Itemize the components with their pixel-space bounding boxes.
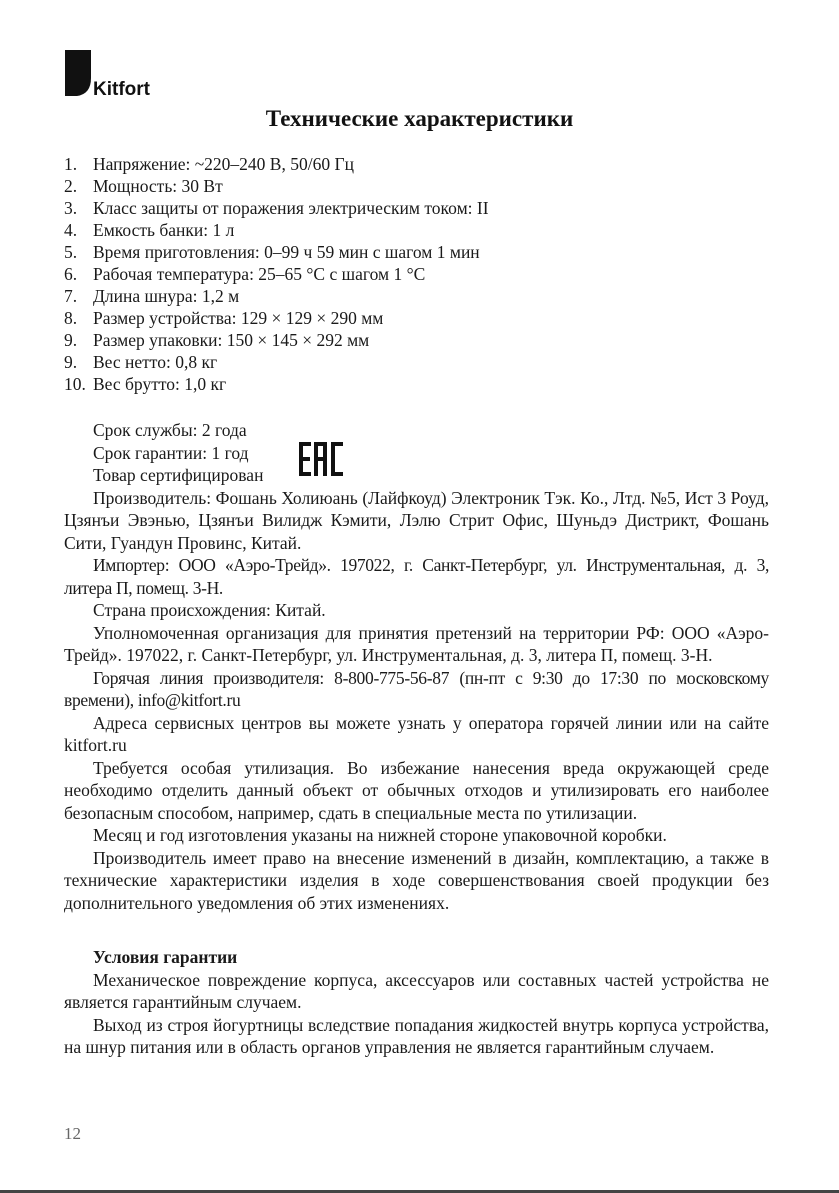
changes-paragraph: Производитель имеет право на внесение изменений в дизайн, комплектацию, а также в технические характеристики изделия в ходе совершенствования своей продукции без дополнительного уведомления об этих изменениях. (64, 847, 769, 913)
spec-item: 1. Напряжение: ~220–240 В, 50/60 Гц (64, 154, 354, 174)
service-life: Срок службы: 2 года (93, 420, 247, 440)
spec-item: 2. Мощность: 30 Вт (64, 176, 223, 196)
disposal-paragraph: Требуется особая утилизация. Во избежание нанесения вреда окружающей среде необходимо отделить данный объект от обычных отходов и утилизировать его наиболее безопасным способом, например, сдать в специальные места по утилизации. (64, 757, 769, 823)
spec-item: 4. Емкость банки: 1 л (64, 220, 235, 240)
brand-name: Kitfort (93, 79, 150, 100)
brand-logo (65, 50, 185, 100)
spec-item: 10. Вес брутто: 1,0 кг (64, 374, 227, 394)
origin-paragraph: Страна происхождения: Китай. (93, 600, 326, 620)
importer-paragraph: Импортер: ООО «Аэро-Трейд». 197022, г. Санкт-Петербург, ул. Инструментальная, д. 3, литера П, помещ. 3-Н. (64, 555, 769, 598)
manufacture-date-paragraph: Месяц и год изготовления указаны на нижней стороне упаковочной коробки. (93, 825, 667, 845)
spec-item: 8. Размер устройства: 129 × 129 × 290 мм (64, 308, 384, 328)
kitfort-logo-icon (65, 50, 93, 98)
spec-item: 3. Класс защиты от поражения электрическим током: II (64, 198, 489, 218)
service-centers-paragraph: Адреса сервисных центров вы можете узнать у оператора горячей линии или на сайте kitfort.ru (64, 712, 769, 755)
page-number: 12 (64, 1124, 81, 1143)
manufacturer-paragraph: Производитель: Фошань Холиюань (Лайфкоуд) Электроник Тэк. Ко., Лтд. №5, Ист 3 Роуд, Цзянъи Эвэнью, Цзянъи Вилидж Кэмити, Лэлю Стрит Офис, Шуньдэ Дистрикт, Фошань Сити, Гуандун Провинс, Китай. (64, 487, 769, 553)
spec-item: 9. Размер упаковки: 150 × 145 × 292 мм (64, 330, 370, 350)
spec-item: 6. Рабочая температура: 25–65 °С с шагом 1 °С (64, 264, 426, 284)
spec-item: 7. Длина шнура: 1,2 м (64, 286, 240, 306)
certified-label: Товар сертифицирован (93, 465, 264, 485)
spec-item: 9. Вес нетто: 0,8 кг (64, 352, 218, 372)
specs-list (64, 153, 784, 395)
warranty-paragraph-2: Выход из строя йогуртницы вследствие попадания жидкостей внутрь корпуса устройства, на шнур питания или в область органов управления не является гарантийным случаем. (64, 1014, 769, 1057)
warranty-section (64, 946, 769, 1059)
warranty-paragraph-1: Механическое повреждение корпуса, аксессуаров или составных частей устройства не является гарантийным случаем. (64, 969, 769, 1012)
authorized-org-paragraph: Уполномоченная организация для принятия претензий на территории РФ: ООО «Аэро-Трейд». 197022, г. Санкт-Петербург, ул. Инструментальная, д. 3, литера П, помещ. 3-Н. (64, 622, 769, 665)
info-block (64, 419, 769, 914)
eac-mark (298, 440, 344, 478)
page-title: Технические характеристики (265, 106, 574, 131)
eac-certification-icon (298, 440, 344, 478)
warranty-heading: Условия гарантии (93, 947, 238, 967)
spec-item: 5. Время приготовления: 0–99 ч 59 мин с шагом 1 мин (64, 242, 480, 262)
hotline-paragraph: Горячая линия производителя: 8-800-775-56-87 (пн-пт с 9:30 до 17:30 по московскому времени), info@kitfort.ru (64, 667, 769, 710)
warranty-period: Срок гарантии: 1 год (93, 442, 249, 463)
